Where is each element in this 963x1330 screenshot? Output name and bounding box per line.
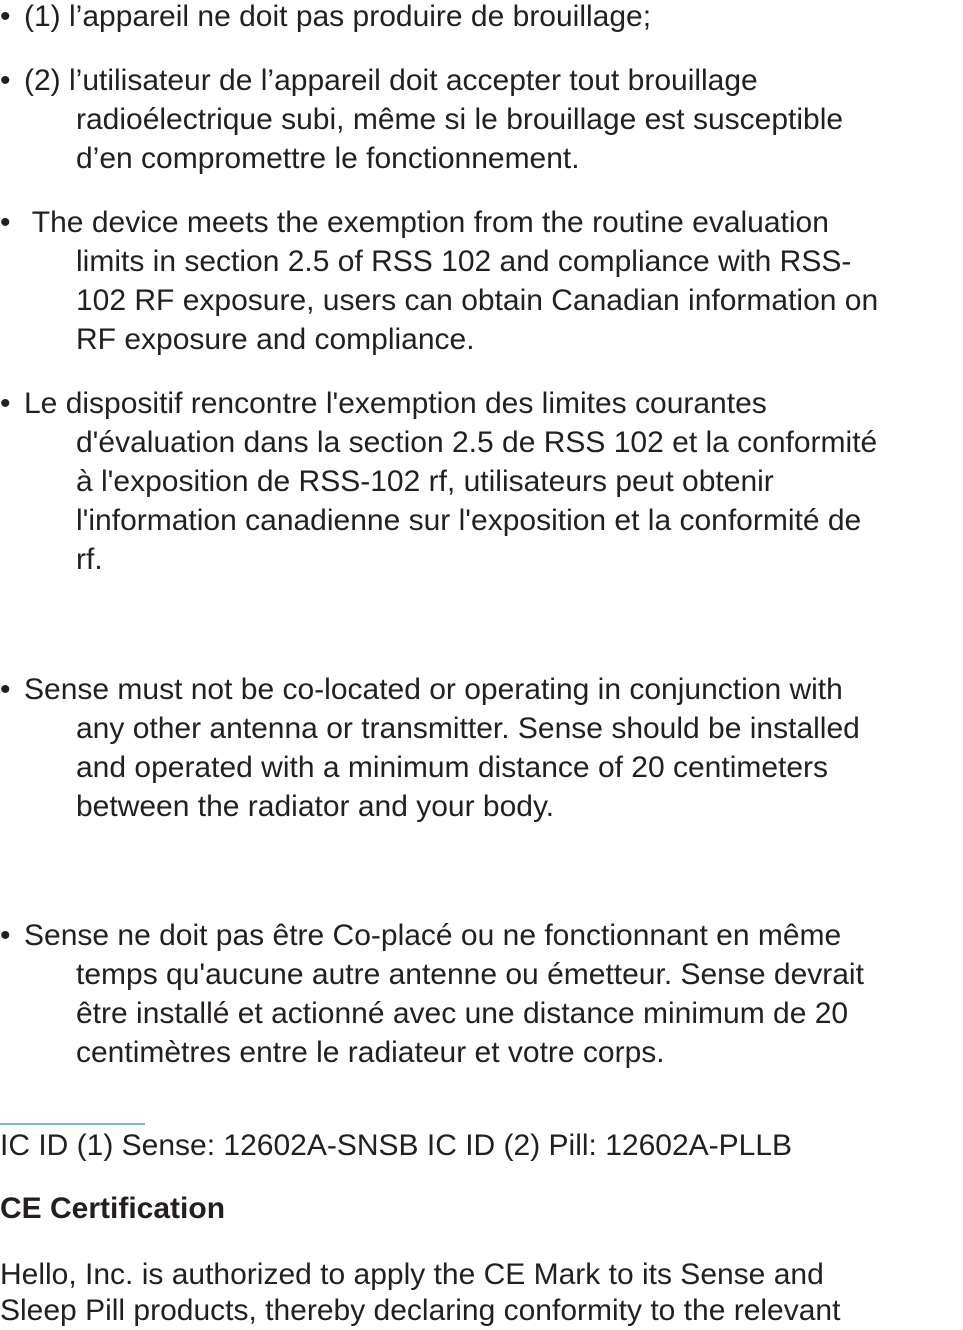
ic-id-line: IC ID (1) Sense: 12602A-SNSB IC ID (2) Pill: 12602A-PLLB: [0, 1129, 793, 1162]
ce-certification-heading: CE Certification: [0, 1192, 226, 1225]
footnote-divider: [0, 1123, 145, 1125]
list-item-line: être installé et actionné avec une distance minimum de 20: [76, 997, 849, 1030]
list-item-line: à l'exposition de RSS-102 rf, utilisateurs peut obtenir: [76, 465, 774, 498]
list-item: [0, 0, 963, 36]
bullet-marker: •: [0, 0, 11, 33]
list-item-line: and operated with a minimum distance of 20 centimeters: [76, 751, 829, 784]
list-item: [0, 203, 963, 359]
list-item-line: limits in section 2.5 of RSS 102 and compliance with RSS-: [76, 245, 852, 278]
list-item-line: Sense ne doit pas être Co-placé ou ne fonctionnant en même: [24, 919, 842, 952]
list-item-line: any other antenna or transmitter. Sense should be installed: [76, 712, 860, 745]
bullet-marker: •: [0, 919, 11, 952]
list-item-line: l'information canadienne sur l'exposition et la conformité de: [76, 504, 862, 537]
list-item-line: RF exposure and compliance.: [76, 323, 475, 356]
list-item: [0, 61, 963, 178]
list-item-line: temps qu'aucune autre antenne ou émetteur. Sense devrait: [76, 958, 864, 991]
list-item-line: between the radiator and your body.: [76, 790, 555, 823]
list-item-line: rf.: [76, 543, 103, 576]
list-item-line: Le dispositif rencontre l'exemption des limites courantes: [24, 387, 767, 420]
list-item: [0, 916, 963, 1072]
list-item: [0, 670, 963, 826]
list-item-line: radioélectrique subi, même si le brouillage est susceptible: [76, 103, 844, 136]
ce-paragraph-line: Hello, Inc. is authorized to apply the CE Mark to its Sense and: [0, 1258, 824, 1291]
list-item-line: (1) l’appareil ne doit pas produire de brouillage;: [24, 0, 652, 33]
bullet-marker: •: [0, 387, 11, 420]
list-item-line: centimètres entre le radiateur et votre corps.: [76, 1036, 665, 1069]
list-item-line: 102 RF exposure, users can obtain Canadian information on: [76, 284, 879, 317]
list-item-line: The device meets the exemption from the routine evaluation: [24, 206, 829, 239]
bullet-marker: •: [0, 64, 11, 97]
ce-paragraph-line: Sleep Pill products, thereby declaring conformity to the relevant: [0, 1294, 841, 1327]
list-item-line: Sense must not be co-located or operating in conjunction with: [24, 673, 843, 706]
list-item-line: d'évaluation dans la section 2.5 de RSS 102 et la conformité: [76, 426, 878, 459]
list-item: [0, 384, 963, 579]
list-item-line: (2) l’utilisateur de l’appareil doit accepter tout brouillage: [24, 64, 758, 97]
list-item-line: d’en compromettre le fonctionnement.: [76, 142, 580, 175]
bullet-marker: •: [0, 206, 11, 239]
bullet-marker: •: [0, 673, 11, 706]
